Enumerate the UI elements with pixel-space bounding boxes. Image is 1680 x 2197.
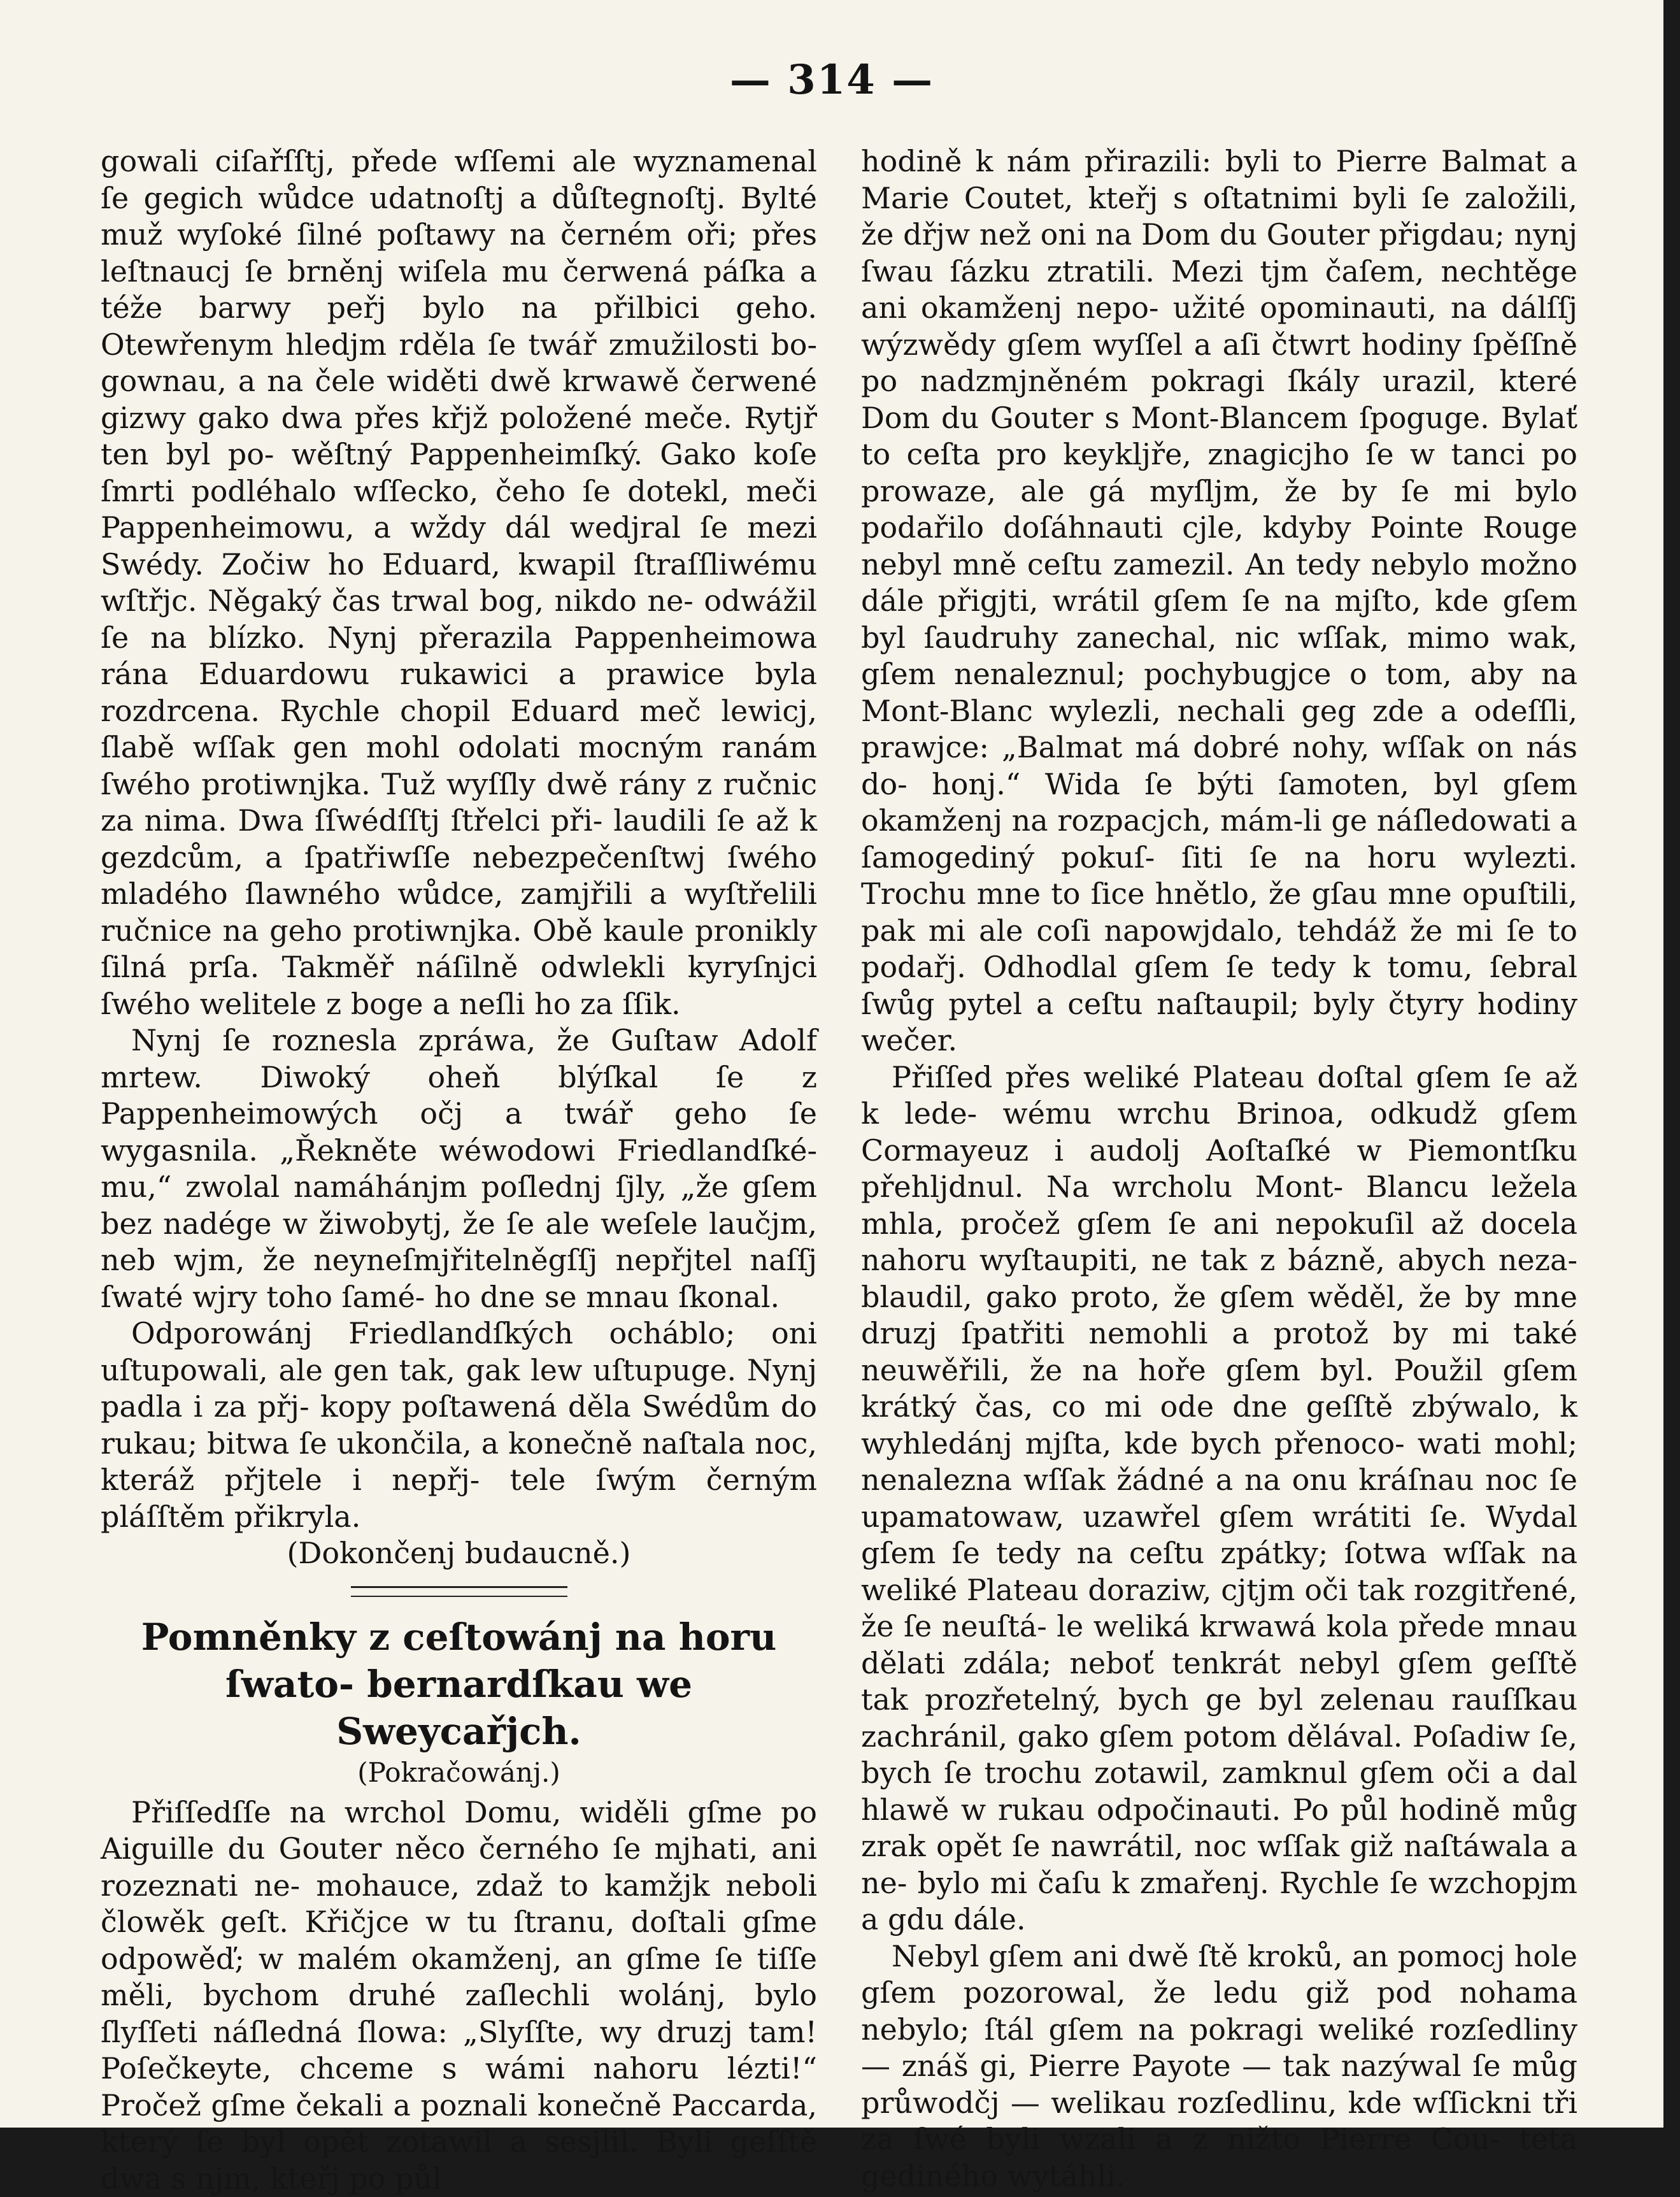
page-number: — 314 — xyxy=(0,56,1663,104)
section-divider xyxy=(351,1586,567,1597)
continuation-note: (Dokončenj budaucně.) xyxy=(101,1535,817,1572)
left-column xyxy=(101,143,817,2197)
left-paragraph-2: Nynj ſe roznesla zpráwa, že Guſtaw Adolf mrtew. Diwoký oheň blýſkal ſe z Pappenheimowých očj a twář geho ſe wygasnila. „Řekněte wéwodowi Friedlandſké- mu,“ zwolal namáhánjm poſlednj ſjly, „že gſem bez nadége w žiwobytj, že ſe ale weſele laučjm, neb wjm, že neyneſmjřitelněgſſj nepřjtel naſſj ſwaté wjry toho ſamé- ho dne se mnau ſkonal. xyxy=(101,1022,817,1315)
left-paragraph-1: gowali ciſařſſtj, přede wſſemi ale wyznamenal ſe gegich wůdce udatnoſtj a důſtegnoſtj. Bylté muž wyſoké ſilné poſtawy na černém oři; přes leſtnaucj ſe brněnj wiſela mu čerwená páſka a téže barwy peřj bylo na přilbici geho. Otewřenym hledjm rděla ſe twář zmužilosti bo- gownau, a na čele widěti dwě krwawě čerwené gizwy gako dwa přes křjž položené meče. Rytjř ten byl po- wěſtný Pappenheimſký. Gako koſe ſmrti podléhalo wſſecko, čeho ſe dotekl, meči Pappenheimowu, a wždy dál wedjral ſe mezi Swédy. Zočiw ho Eduard, kwapil ſtraſſliwému wſtřjc. Něgaký čas trwal bog, nikdo ne- odwážil ſe na blízko. Nynj přerazila Pappenheimowa rána Eduardowu rukawici a prawice byla rozdrcena. Rychle chopil Eduard meč lewicj, ſlabě wſſak gen mohl odolati mocným ranám ſwého protiwnjka. Tuž wyſſly dwě rány z ručnic za nima. Dwa ſſwédſſtj ſtřelci při- laudili ſe až k gezdcům, a ſpatřiwſſe nebezpečenſtwj ſwého mladého ſlawného wůdce, zamjřili a wyſtřelili ručnice na geho protiwnjka. Obě kaule pronikly ſilná prſa. Takměř náſilně odwlekli kyryſnjci ſwého welitele z boge a neſli ho za ſſik. xyxy=(101,143,817,1022)
right-paragraph-2: Přiſſed přes weliké Plateau doſtal gſem ſe až k lede- wému wrchu Brinoa, odkudž gſem Cormayeuz i audolj Aoſtaſké w Piemontſku přehljdnul. Na wrcholu Mont- Blancu ležela mhla, pročež gſem ſe ani nepokuſil až docela nahoru wyſtaupiti, ne tak z bázně, abych neza- blaudil, gako proto, že gſem wěděl, že by mne druzj ſpatřiti nemohli a protož by mi také neuwěřili, že na hoře gſem byl. Použil gſem krátký čas, co mi ode dne geſſtě zbýwalo, k wyhledánj mjſta, kde bych přenoco- wati mohl; nenalezna wſſak žádné a na onu kráſnau noc ſe upamatowaw, uzawřel gſem wrátiti ſe. Wydal gſem ſe tedy na ceſtu zpátky; ſotwa wſſak na weliké Plateau doraziw, cjtjm oči tak rozgitřené, že ſe neuſtá- le weliká krwawá kola přede mnau dělati zdála; neboť tenkrát nebyl gſem geſſtě tak prozřetelný, bych ge byl zelenau rauſſkau zachránil, gako gſem potom dělával. Poſadiw ſe, bych ſe trochu zotawil, zamknul gſem oči a dal hlawě w rukau odpočinauti. Po půl hodině můg zrak opět ſe nawrátil, noc wſſak giž naſtáwala a ne- bylo mi čaſu k zmařenj. Rychle ſe wzchopjm a gdu dále. xyxy=(861,1059,1577,1938)
article-title: Pomněnky z ceſtowánj na horu ſwato- bernardſkau we Sweycařjch. xyxy=(101,1614,817,1755)
right-paragraph-1: hodině k nám přirazili: byli to Pierre Balmat a Marie Coutet, kteřj s oſtatnimi byli ſe založili, že dřjw než oni na Dom du Gouter přigdau; nynj ſwau ſázku ztratili. Mezi tjm čaſem, nechtěge ani okamženj nepo- užité opominauti, na dálſſj wýzwědy gſem wyſſel a aſi čtwrt hodiny ſpěſſně po nadzmjněném pokragi ſkály urazil, které Dom du Gouter s Mont-Blancem ſpoguge. Bylať to ceſta pro keykljře, znagicjho ſe w tanci po prowaze, ale gá myſljm, že by ſe mi bylo podařilo doſáhnauti cjle, kdyby Pointe Rouge nebyl mně ceſtu zamezil. An tedy nebylo možno dále přigjti, wrátil gſem ſe na mjſto, kde gſem byl ſaudruhy zanechal, nic wſſak, mimo wak, gſem nenaleznul; pochybugjce o tom, aby na Mont-Blanc wylezli, nechali geg zde a odeſſli, prawjce: „Balmat má dobré nohy, wſſak on nás do- honj.“ Wida ſe býti ſamoten, byl gſem okamženj na rozpacjch, mám-li ge náſledowati a ſamogediný pokuſ- ſiti ſe na horu wylezti. Trochu mne to ſice hnětlo, že gſau mne opuſtili, pak mi ale coſi napowjdalo, tehdáž že mi ſe to podařj. Odhodlal gſem ſe tedy k tomu, ſebral ſwůg pytel a ceſtu naſtaupil; byly čtyry hodiny wečer. xyxy=(861,143,1577,1059)
right-paragraph-3: Nebyl gſem ani dwě ſtě kroků, an pomocj hole gſem pozorowal, že ledu giž pod nohama nebylo; ſtál gſem na pokragi weliké rozſedliny — znáš gi, Pierre Payote — tak nazýwal ſe můg průwodčj — welikau rozſedlinu, kde wſſickni tři za ſwé byli wzali a z nižto Pierre Cou- teta gediného wytáhli. xyxy=(861,1938,1577,2195)
left-paragraph-3: Odporowánj Friedlandſkých ocháblo; oni uſtupowali, ale gen tak, gak lew uſtupuge. Nynj padla i za přj- kopy poſtawená děla Swédům do rukau; bitwa ſe ukončila, a konečně naſtala noc, kteráž přjtele i nepřj- tele ſwým černým pláſſtěm přikryla. xyxy=(101,1315,817,1535)
article-subtitle: (Pokračowánj.) xyxy=(101,1755,817,1791)
right-column xyxy=(861,143,1577,2194)
left-paragraph-4: Přiſſedſſe na wrchol Domu, widěli gſme po Aiguille du Gouter něco černého ſe mjhati, ani rozeznati ne- mohauce, zdaž to kamžjk neboli člowěk geſt. Křičjce w tu ſtranu, doſtali gſme odpowěď; w malém okamženj, an gſme ſe tiſſe měli, bychom druhé zaſlechli wolánj, bylo ſlyſſeti náſledná ſlowa: „Slyſſte, wy druzj tam! Poſečkeyte, chceme s wámi nahoru lézti!“ Pročež gſme čekali a poznali konečně Paccarda, který ſe byl opět zotawil a sesjlil. Byli geſſtě dwa s njm, kteřj po půl xyxy=(101,1794,817,2197)
